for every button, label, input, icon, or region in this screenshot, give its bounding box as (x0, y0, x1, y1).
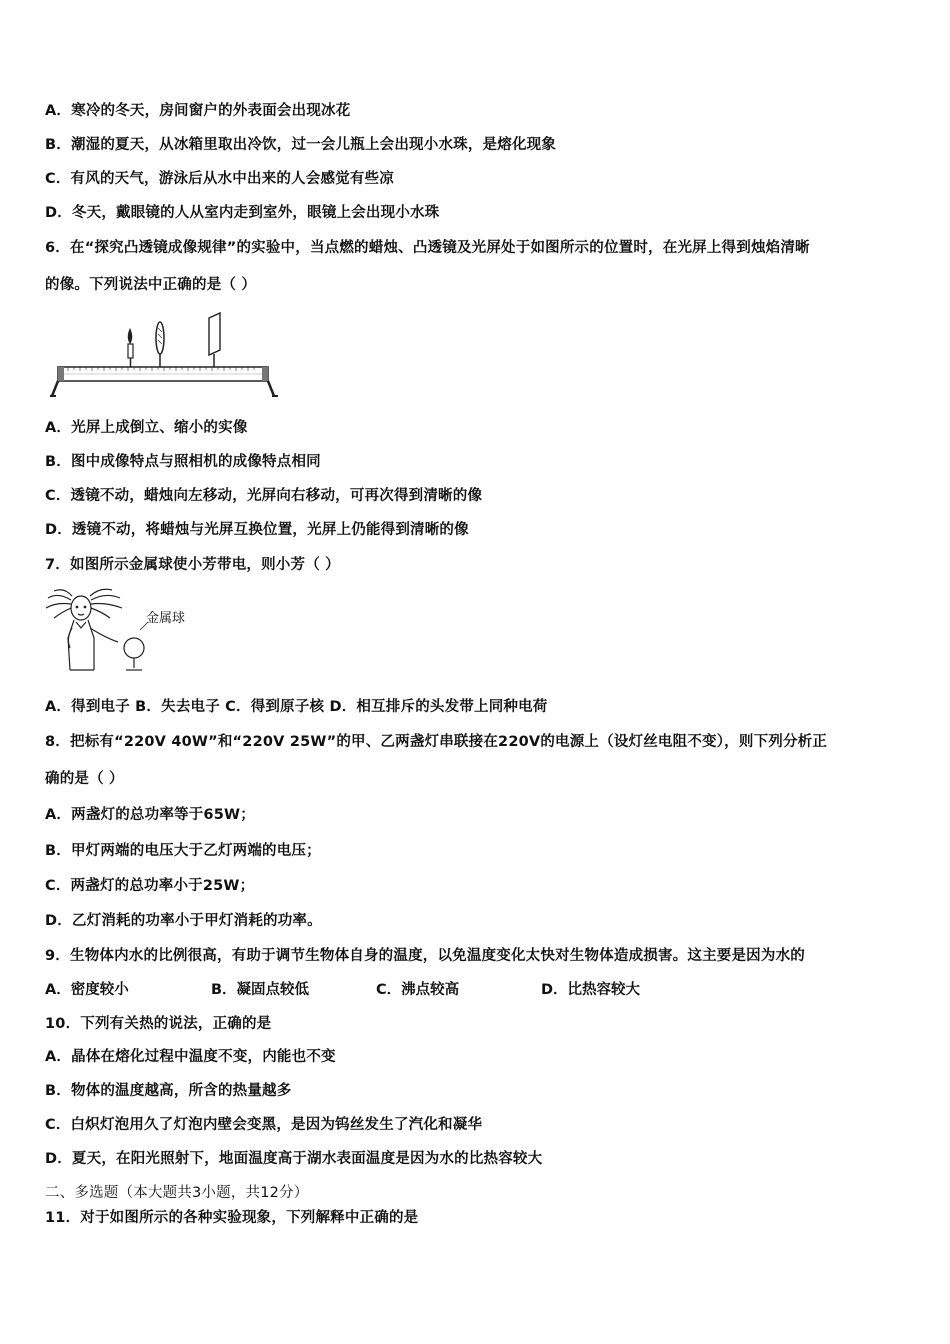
convex-lens-icon (156, 322, 164, 368)
q10-option-a: A．晶体在熔化过程中温度不变，内能也不变 (45, 1049, 336, 1065)
q10-option-c: C．白炽灯泡用久了灯泡内壁会变黑，是因为钨丝发生了汽化和凝华 (45, 1117, 483, 1133)
q10-stem: 10．下列有关热的说法，正确的是 (45, 1016, 272, 1032)
q5-option-a: A．寒冷的冬天，房间窗户的外表面会出现冰花 (45, 103, 351, 119)
q9-stem: 9．生物体内水的比例很高，有助于调节生物体自身的温度，以免温度变化太快对生物体造成损害。这主要是因为水的 (45, 948, 805, 964)
q6-stem-line2: 的像。下列说法中正确的是（ ） (45, 277, 257, 293)
q8-stem-line1: 8．把标有“220V 40W”和“220V 25W”的甲、乙两盏灯串联接在220V的电源上（设灯丝电阻不变），则下列分析正 (45, 734, 828, 750)
q6-option-a: A．光屏上成倒立、缩小的实像 (45, 420, 248, 436)
q11-stem: 11．对于如图所示的各种实验现象，下列解释中正确的是 (45, 1210, 419, 1226)
q8-option-b: B．甲灯两端的电压大于乙灯两端的电压； (45, 843, 321, 859)
light-screen-icon (209, 313, 220, 368)
optical-bench-icon (50, 367, 278, 396)
q6-stem-line1: 6．在“探究凸透镜成像规律”的实验中，当点燃的蜡烛、凸透镜及光屏处于如图所示的位置时，在光屏上得到烛焰清晰 (45, 240, 810, 256)
candle-icon (128, 328, 133, 368)
q9-option-d: D．比热容较大 (541, 982, 641, 998)
q9-option-a: A．密度较小 (45, 982, 129, 998)
optical-bench-figure (44, 310, 284, 402)
q6-option-d: D．透镜不动，将蜡烛与光屏互换位置，光屏上仍能得到清晰的像 (45, 522, 469, 538)
q10-option-d: D．夏天，在阳光照射下，地面温度高于湖水表面温度是因为水的比热容较大 (45, 1151, 543, 1167)
q5-option-b: B．潮湿的夏天，从冰箱里取出冷饮，过一会儿瓶上会出现小水珠，是熔化现象 (45, 137, 557, 153)
q8-option-a: A．两盏灯的总功率等于65W； (45, 807, 255, 823)
metal-sphere-label: 金属球 (146, 611, 186, 626)
q8-option-d: D．乙灯消耗的功率小于甲灯消耗的功率。 (45, 913, 322, 929)
q5-option-c: C．有风的天气，游泳后从水中出来的人会感觉有些凉 (45, 171, 394, 187)
q5-option-d: D．冬天，戴眼镜的人从室内走到室外，眼镜上会出现小水珠 (45, 205, 440, 221)
q7-stem: 7．如图所示金属球使小芳带电，则小芳（ ） (45, 557, 340, 573)
girl-icon (46, 589, 122, 670)
metal-sphere-icon (124, 622, 148, 670)
q10-option-b: B．物体的温度越高，所含的热量越多 (45, 1083, 292, 1099)
q9-option-c: C．沸点较高 (376, 982, 460, 998)
q8-stem-line2: 确的是（ ） (45, 771, 124, 787)
section-heading-multiple-choice: 二、多选题（本大题共3小题，共12分） (45, 1185, 309, 1201)
q8-option-c: C．两盏灯的总功率小于25W； (45, 878, 255, 894)
charged-girl-figure (44, 588, 204, 678)
q6-option-c: C．透镜不动，蜡烛向左移动，光屏向右移动，可再次得到清晰的像 (45, 488, 483, 504)
q9-option-b: B．凝固点较低 (211, 982, 310, 998)
q6-option-b: B．图中成像特点与照相机的成像特点相同 (45, 454, 321, 470)
q7-options: A．得到电子 B．失去电子 C．得到原子核 D．相互排斥的头发带上同种电荷 (45, 699, 548, 715)
